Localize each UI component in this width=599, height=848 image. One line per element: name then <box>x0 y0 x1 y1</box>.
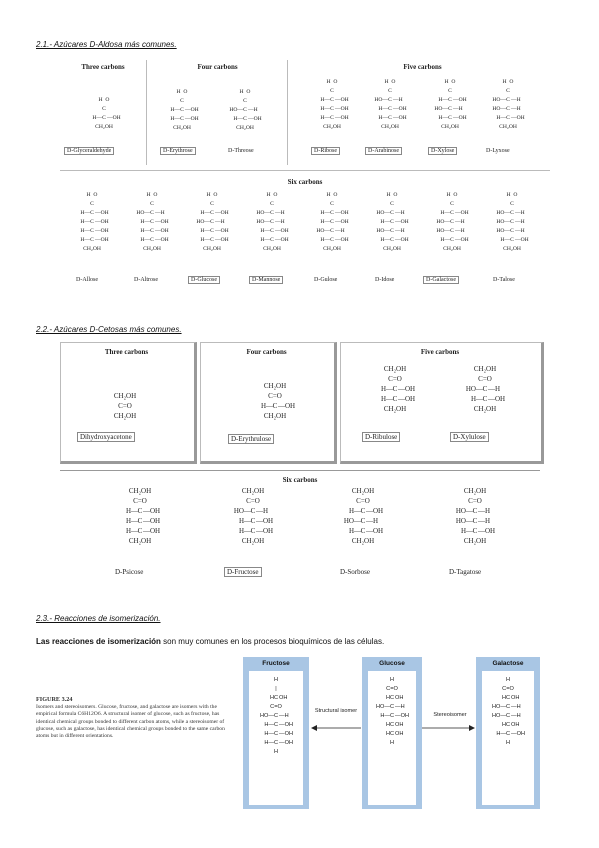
aldosa-name: D-Mannose <box>249 276 283 284</box>
isomer-arrows <box>309 700 479 740</box>
figure-title: FIGURE 3.24 <box>36 696 73 703</box>
aldosa-name: D-Arabinose <box>365 147 402 155</box>
glucose-structure: H O C H— C —OH HO— C —H H— C —OH H— C —OH CH₂OH <box>196 192 229 252</box>
cetosa-name: D-Sorbose <box>340 568 370 576</box>
structural-arrowhead <box>311 725 317 731</box>
aldosa-name: D-Glucose <box>188 276 220 284</box>
section-heading-aldosas: 2.1.- Azúcares D-Aldosa más comunes. <box>36 40 177 49</box>
figure-caption-text: Isomers and stereoisomers. Glucose, fructose, and galactose are isomers with the empirical formula C6H12O6. A structural isomer of glucose, such as fructose, has identical chemical groups bonded to different carbon atoms, while a stereoisomer of glucose, such as galactose, has identical chemical groups bonded to the same carbon atoms but in different orientations. <box>36 704 225 740</box>
aldosa-name: D-Idose <box>375 277 395 283</box>
sorbose-structure: CH₂OH C=O H— C —OH HO— C —H H— C —OH CH₂OH <box>343 487 384 545</box>
aldosa-name: D-Gulose <box>314 277 338 283</box>
section-heading-isomer: 2.3.- Reacciones de isomerización. <box>36 614 161 623</box>
threose-structure: H O C HO— C —H H— C —OH CH₂OH <box>229 89 262 131</box>
cetosa-name: D-Xylulose <box>450 432 489 442</box>
glucose-label: Glucose <box>379 660 405 667</box>
figure-caption <box>36 696 231 740</box>
aldosa-name: D-Ribose <box>311 147 340 155</box>
cetosa-name: D-Fructose <box>224 567 262 577</box>
gulose-structure: H O C H— C —OH H— C —OH HO— C —H H— C —OH CH₂OH <box>316 192 349 252</box>
aldosa-five-title: Five carbons <box>403 63 442 71</box>
stereo-arrowhead <box>469 725 475 731</box>
aldosa-six-title: Six carbons <box>287 178 323 186</box>
aldosa-name: D-Lyxose <box>486 148 510 154</box>
aldosa-four-title: Four carbons <box>197 63 238 71</box>
fig-fructose-structure: H | H C OH C=O HO— C —H H— C —OH H— C —OH H— C —OH H <box>260 677 293 755</box>
paragraph-text: son muy comunes en los procesos bioquímicos de las células. <box>160 637 385 646</box>
cetosa-name: D-Ribulose <box>362 432 400 442</box>
allose-structure: H O C H— C —OH H— C —OH H— C —OH H— C —OH CH₂OH <box>80 192 109 252</box>
erythrose-structure: H O C H— C —OH H— C —OH CH₂OH <box>170 89 199 131</box>
altrose-structure: H O C HO— C —H H— C —OH H— C —OH H— C —OH CH₂OH <box>136 192 169 252</box>
cetosa-name: D-Tagatose <box>449 568 482 576</box>
isomer-paragraph <box>36 637 384 646</box>
paragraph-bold: Las reacciones de isomerización <box>36 637 161 646</box>
xylose-structure: H O C H— C —OH HO— C —H H— C —OH CH₂OH <box>434 79 467 130</box>
idose-structure: H O C HO— C —H H— C —OH HO— C —H H— C —OH CH₂OH <box>376 192 409 252</box>
erythrulose-structure: CH₂OH C=O H— C —OH CH₂OH <box>260 382 296 420</box>
aldosa-name: D-Xylose <box>428 147 457 155</box>
section-heading-cetosas: 2.2.- Azúcares D-Cetosas más comunes. <box>36 325 182 334</box>
fructose-structure: CH₂OH C=O HO— C —H H— C —OH H— C —OH CH₂OH <box>233 487 274 545</box>
aldosa-name: D-Altrose <box>134 277 158 283</box>
ribose-structure: H O C H— C —OH H— C —OH H— C —OH CH₂OH <box>320 79 349 130</box>
structural-isomer-label: Structural isomer <box>314 708 358 714</box>
xylulose-structure: CH₂OH C=O HO— C —H H— C —OH CH₂OH <box>465 365 506 413</box>
fructose-label: Fructose <box>262 660 290 667</box>
cetosa-name: D-Erythrulose <box>228 434 274 444</box>
cetosa-three-title: Three carbons <box>104 348 149 356</box>
aldosa-name: D-Talose <box>493 277 515 283</box>
dihydroxyacetone-structure: CH₂OH C=O CH₂OH <box>113 392 137 420</box>
galactose-structure: H O C H— C —OH HO— C —H HO— C —H H— C —OH CH₂OH <box>436 192 469 252</box>
aldosa-name: D-Glyceraldehyde <box>64 147 114 155</box>
aldosa-name: D-Allose <box>76 277 98 283</box>
psicose-structure: CH₂OH C=O H— C —OH H— C —OH H— C —OH CH₂OH <box>125 487 161 545</box>
aldosa-three-title: Three carbons <box>81 63 125 71</box>
stereoisomer-label: Stereoisomer <box>433 712 467 718</box>
ribulose-structure: CH₂OH C=O H— C —OH H— C —OH CH₂OH <box>380 365 416 413</box>
cetosa-four-title: Four carbons <box>246 348 287 356</box>
aldosa-name: D-Erythrose <box>160 147 196 155</box>
cetosa-name: D-Psicose <box>115 568 144 576</box>
cetosa-five-title: Five carbons <box>420 348 460 356</box>
galactose-label: Galactose <box>492 660 524 667</box>
tagatose-structure: CH₂OH C=O HO— C —H HO— C —H H— C —OH CH₂OH <box>455 487 496 545</box>
aldosa-name: D-Threose <box>228 148 254 154</box>
lyxose-structure: H O C HO— C —H HO— C —H H— C —OH CH₂OH <box>492 79 525 130</box>
cetosa-name: Dihydroxyacetone <box>77 432 135 442</box>
cetosa-six-title: Six carbons <box>282 476 318 484</box>
mannose-structure: H O C HO— C —H HO— C —H H— C —OH H— C —OH CH₂OH <box>256 192 289 252</box>
glyceraldehyde-structure: H O C H— C —OH CH₂OH <box>92 97 121 130</box>
arabinose-structure: H O C HO— C —H H— C —OH H— C —OH CH₂OH <box>374 79 407 130</box>
fig-glucose-structure: H C=O H C OH HO— C —H H— C —OH H C OH H C OH H <box>376 677 409 746</box>
talose-structure: H O C HO— C —H HO— C —H HO— C —H H— C —OH CH₂OH <box>496 192 529 252</box>
aldosa-name: D-Galactose <box>423 276 459 284</box>
fig-galactose-structure: H C=O H C OH HO— C —H HO— C —H H C OH H— C —OH H <box>492 677 525 746</box>
